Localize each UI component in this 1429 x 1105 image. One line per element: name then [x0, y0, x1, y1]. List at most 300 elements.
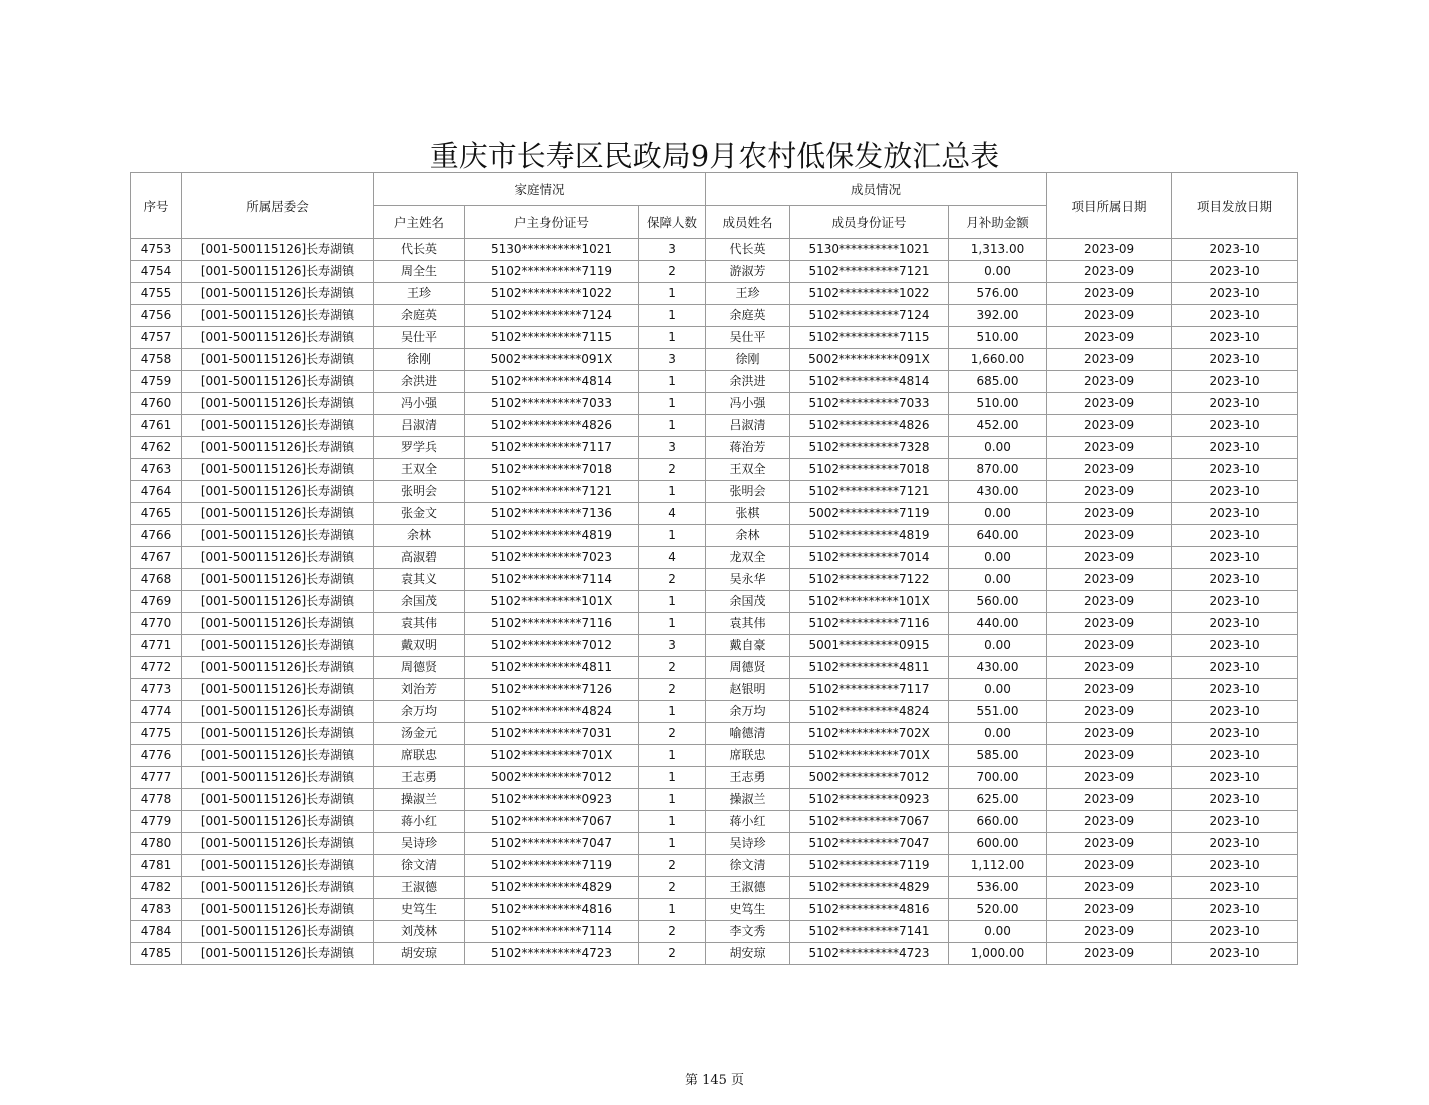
cell-committee: [001-500115126]长寿湖镇 — [182, 437, 374, 459]
cell-issue-date: 2023-10 — [1172, 701, 1298, 723]
cell-amount: 576.00 — [949, 283, 1047, 305]
cell-issue-date: 2023-10 — [1172, 481, 1298, 503]
table-row — [131, 327, 1298, 349]
cell-member-id: 5102**********101X — [790, 591, 949, 613]
cell-committee: [001-500115126]长寿湖镇 — [182, 393, 374, 415]
cell-committee: [001-500115126]长寿湖镇 — [182, 679, 374, 701]
cell-member-name: 冯小强 — [706, 393, 790, 415]
cell-member-id: 5102**********4826 — [790, 415, 949, 437]
cell-head-id: 5102**********7114 — [465, 921, 639, 943]
cell-head-name: 刘茂林 — [374, 921, 465, 943]
table-row — [131, 943, 1298, 965]
cell-issue-date: 2023-10 — [1172, 833, 1298, 855]
cell-committee: [001-500115126]长寿湖镇 — [182, 591, 374, 613]
cell-amount: 520.00 — [949, 899, 1047, 921]
cell-count: 1 — [639, 789, 706, 811]
cell-head-name: 冯小强 — [374, 393, 465, 415]
cell-member-id: 5102**********702X — [790, 723, 949, 745]
cell-issue-date: 2023-10 — [1172, 789, 1298, 811]
cell-seq: 4775 — [131, 723, 182, 745]
cell-issue-date: 2023-10 — [1172, 415, 1298, 437]
cell-count: 2 — [639, 921, 706, 943]
table-row — [131, 415, 1298, 437]
cell-head-id: 5002**********091X — [465, 349, 639, 371]
cell-amount: 1,660.00 — [949, 349, 1047, 371]
cell-head-name: 高淑碧 — [374, 547, 465, 569]
cell-count: 1 — [639, 811, 706, 833]
cell-member-name: 张棋 — [706, 503, 790, 525]
cell-amount: 0.00 — [949, 723, 1047, 745]
table-row — [131, 239, 1298, 261]
cell-head-name: 罗学兵 — [374, 437, 465, 459]
table-row — [131, 635, 1298, 657]
cell-member-id: 5102**********4814 — [790, 371, 949, 393]
cell-head-id: 5102**********7121 — [465, 481, 639, 503]
cell-head-id: 5102**********7018 — [465, 459, 639, 481]
cell-project-date: 2023-09 — [1047, 789, 1172, 811]
cell-seq: 4753 — [131, 239, 182, 261]
cell-issue-date: 2023-10 — [1172, 305, 1298, 327]
header-head-id: 户主身份证号 — [465, 206, 639, 239]
header-issue-date: 项目发放日期 — [1172, 173, 1298, 239]
cell-head-id: 5102**********7012 — [465, 635, 639, 657]
cell-head-name: 刘治芳 — [374, 679, 465, 701]
table-row — [131, 569, 1298, 591]
cell-issue-date: 2023-10 — [1172, 547, 1298, 569]
cell-amount: 1,000.00 — [949, 943, 1047, 965]
cell-seq: 4777 — [131, 767, 182, 789]
cell-issue-date: 2023-10 — [1172, 811, 1298, 833]
table-row — [131, 789, 1298, 811]
cell-seq: 4770 — [131, 613, 182, 635]
cell-count: 2 — [639, 261, 706, 283]
cell-issue-date: 2023-10 — [1172, 635, 1298, 657]
cell-member-name: 吴仕平 — [706, 327, 790, 349]
cell-seq: 4780 — [131, 833, 182, 855]
cell-count: 3 — [639, 239, 706, 261]
cell-head-name: 王珍 — [374, 283, 465, 305]
cell-committee: [001-500115126]长寿湖镇 — [182, 899, 374, 921]
cell-seq: 4755 — [131, 283, 182, 305]
cell-head-id: 5102**********4816 — [465, 899, 639, 921]
cell-amount: 600.00 — [949, 833, 1047, 855]
cell-project-date: 2023-09 — [1047, 591, 1172, 613]
cell-head-id: 5102**********4826 — [465, 415, 639, 437]
cell-member-id: 5130**********1021 — [790, 239, 949, 261]
cell-member-name: 蒋小红 — [706, 811, 790, 833]
cell-project-date: 2023-09 — [1047, 415, 1172, 437]
table-row — [131, 591, 1298, 613]
cell-head-name: 史笃生 — [374, 899, 465, 921]
cell-member-id: 5102**********4824 — [790, 701, 949, 723]
cell-amount: 440.00 — [949, 613, 1047, 635]
cell-issue-date: 2023-10 — [1172, 723, 1298, 745]
cell-head-id: 5102**********7124 — [465, 305, 639, 327]
cell-head-id: 5102**********4814 — [465, 371, 639, 393]
cell-count: 2 — [639, 723, 706, 745]
cell-head-name: 操淑兰 — [374, 789, 465, 811]
table-row — [131, 767, 1298, 789]
cell-committee: [001-500115126]长寿湖镇 — [182, 503, 374, 525]
cell-project-date: 2023-09 — [1047, 327, 1172, 349]
cell-seq: 4761 — [131, 415, 182, 437]
cell-head-id: 5102**********7116 — [465, 613, 639, 635]
table-row — [131, 349, 1298, 371]
cell-committee: [001-500115126]长寿湖镇 — [182, 525, 374, 547]
cell-issue-date: 2023-10 — [1172, 327, 1298, 349]
cell-amount: 430.00 — [949, 481, 1047, 503]
cell-committee: [001-500115126]长寿湖镇 — [182, 349, 374, 371]
cell-amount: 430.00 — [949, 657, 1047, 679]
cell-issue-date: 2023-10 — [1172, 283, 1298, 305]
cell-member-name: 胡安琼 — [706, 943, 790, 965]
cell-project-date: 2023-09 — [1047, 349, 1172, 371]
cell-amount: 0.00 — [949, 635, 1047, 657]
cell-head-name: 王双全 — [374, 459, 465, 481]
cell-count: 3 — [639, 635, 706, 657]
cell-amount: 551.00 — [949, 701, 1047, 723]
cell-seq: 4757 — [131, 327, 182, 349]
header-committee: 所属居委会 — [182, 173, 374, 239]
table-row — [131, 613, 1298, 635]
cell-amount: 0.00 — [949, 261, 1047, 283]
cell-amount: 625.00 — [949, 789, 1047, 811]
cell-head-name: 吴仕平 — [374, 327, 465, 349]
cell-committee: [001-500115126]长寿湖镇 — [182, 745, 374, 767]
cell-head-id: 5102**********7126 — [465, 679, 639, 701]
table-row — [131, 877, 1298, 899]
cell-count: 1 — [639, 613, 706, 635]
cell-committee: [001-500115126]长寿湖镇 — [182, 855, 374, 877]
cell-member-name: 王珍 — [706, 283, 790, 305]
cell-head-name: 吕淑清 — [374, 415, 465, 437]
cell-member-name: 徐文清 — [706, 855, 790, 877]
cell-member-id: 5102**********7121 — [790, 481, 949, 503]
cell-seq: 4763 — [131, 459, 182, 481]
cell-issue-date: 2023-10 — [1172, 437, 1298, 459]
cell-project-date: 2023-09 — [1047, 481, 1172, 503]
cell-head-name: 汤金元 — [374, 723, 465, 745]
cell-committee: [001-500115126]长寿湖镇 — [182, 613, 374, 635]
table-body — [131, 239, 1298, 965]
cell-seq: 4779 — [131, 811, 182, 833]
cell-member-id: 5102**********4816 — [790, 899, 949, 921]
cell-amount: 0.00 — [949, 921, 1047, 943]
cell-count: 2 — [639, 679, 706, 701]
header-family-group: 家庭情况 — [374, 173, 706, 206]
header-amount: 月补助金额 — [949, 206, 1047, 239]
cell-amount: 685.00 — [949, 371, 1047, 393]
cell-head-name: 余国茂 — [374, 591, 465, 613]
cell-seq: 4778 — [131, 789, 182, 811]
cell-head-id: 5102**********4811 — [465, 657, 639, 679]
cell-member-name: 龙双全 — [706, 547, 790, 569]
cell-head-id: 5102**********1022 — [465, 283, 639, 305]
cell-committee: [001-500115126]长寿湖镇 — [182, 701, 374, 723]
cell-issue-date: 2023-10 — [1172, 503, 1298, 525]
cell-member-id: 5102**********1022 — [790, 283, 949, 305]
cell-member-name: 余庭英 — [706, 305, 790, 327]
cell-head-id: 5102**********0923 — [465, 789, 639, 811]
cell-committee: [001-500115126]长寿湖镇 — [182, 261, 374, 283]
cell-member-name: 操淑兰 — [706, 789, 790, 811]
cell-head-id: 5102**********701X — [465, 745, 639, 767]
cell-member-id: 5102**********7033 — [790, 393, 949, 415]
cell-issue-date: 2023-10 — [1172, 613, 1298, 635]
cell-seq: 4772 — [131, 657, 182, 679]
cell-amount: 0.00 — [949, 437, 1047, 459]
cell-project-date: 2023-09 — [1047, 899, 1172, 921]
cell-count: 1 — [639, 415, 706, 437]
cell-committee: [001-500115126]长寿湖镇 — [182, 635, 374, 657]
cell-member-name: 李文秀 — [706, 921, 790, 943]
cell-head-id: 5102**********7047 — [465, 833, 639, 855]
cell-member-name: 王志勇 — [706, 767, 790, 789]
cell-project-date: 2023-09 — [1047, 877, 1172, 899]
cell-amount: 700.00 — [949, 767, 1047, 789]
cell-member-name: 赵银明 — [706, 679, 790, 701]
cell-count: 1 — [639, 525, 706, 547]
cell-issue-date: 2023-10 — [1172, 591, 1298, 613]
cell-amount: 0.00 — [949, 547, 1047, 569]
table-row — [131, 437, 1298, 459]
cell-member-name: 周德贤 — [706, 657, 790, 679]
cell-member-id: 5102**********7116 — [790, 613, 949, 635]
cell-seq: 4765 — [131, 503, 182, 525]
cell-issue-date: 2023-10 — [1172, 877, 1298, 899]
cell-head-id: 5130**********1021 — [465, 239, 639, 261]
cell-amount: 392.00 — [949, 305, 1047, 327]
cell-issue-date: 2023-10 — [1172, 855, 1298, 877]
cell-committee: [001-500115126]长寿湖镇 — [182, 415, 374, 437]
cell-count: 2 — [639, 657, 706, 679]
cell-member-name: 戴自豪 — [706, 635, 790, 657]
cell-head-id: 5102**********7117 — [465, 437, 639, 459]
header-count: 保障人数 — [639, 206, 706, 239]
table-row — [131, 679, 1298, 701]
cell-head-name: 席联忠 — [374, 745, 465, 767]
cell-project-date: 2023-09 — [1047, 547, 1172, 569]
cell-count: 1 — [639, 371, 706, 393]
table-row — [131, 855, 1298, 877]
cell-seq: 4767 — [131, 547, 182, 569]
cell-count: 2 — [639, 943, 706, 965]
cell-count: 1 — [639, 481, 706, 503]
cell-head-id: 5102**********7033 — [465, 393, 639, 415]
cell-committee: [001-500115126]长寿湖镇 — [182, 459, 374, 481]
cell-head-name: 袁其义 — [374, 569, 465, 591]
cell-member-name: 席联忠 — [706, 745, 790, 767]
cell-project-date: 2023-09 — [1047, 393, 1172, 415]
cell-project-date: 2023-09 — [1047, 437, 1172, 459]
cell-member-id: 5102**********7014 — [790, 547, 949, 569]
cell-count: 1 — [639, 745, 706, 767]
cell-amount: 0.00 — [949, 503, 1047, 525]
cell-project-date: 2023-09 — [1047, 459, 1172, 481]
cell-issue-date: 2023-10 — [1172, 371, 1298, 393]
cell-count: 3 — [639, 437, 706, 459]
cell-project-date: 2023-09 — [1047, 305, 1172, 327]
table-row — [131, 657, 1298, 679]
cell-seq: 4784 — [131, 921, 182, 943]
cell-member-id: 5001**********0915 — [790, 635, 949, 657]
cell-head-id: 5102**********4824 — [465, 701, 639, 723]
cell-issue-date: 2023-10 — [1172, 745, 1298, 767]
cell-member-name: 蒋治芳 — [706, 437, 790, 459]
cell-head-name: 袁其伟 — [374, 613, 465, 635]
cell-count: 3 — [639, 349, 706, 371]
cell-head-id: 5102**********7136 — [465, 503, 639, 525]
cell-member-name: 史笃生 — [706, 899, 790, 921]
cell-seq: 4768 — [131, 569, 182, 591]
cell-member-id: 5102**********7121 — [790, 261, 949, 283]
cell-head-name: 张明会 — [374, 481, 465, 503]
cell-project-date: 2023-09 — [1047, 525, 1172, 547]
cell-seq: 4782 — [131, 877, 182, 899]
table-row — [131, 921, 1298, 943]
table-row — [131, 283, 1298, 305]
cell-member-name: 吴诗珍 — [706, 833, 790, 855]
cell-issue-date: 2023-10 — [1172, 459, 1298, 481]
cell-seq: 4776 — [131, 745, 182, 767]
cell-member-id: 5102**********7117 — [790, 679, 949, 701]
cell-member-id: 5002**********7119 — [790, 503, 949, 525]
cell-issue-date: 2023-10 — [1172, 943, 1298, 965]
table-header — [131, 173, 1298, 239]
cell-head-id: 5102**********7119 — [465, 855, 639, 877]
cell-issue-date: 2023-10 — [1172, 393, 1298, 415]
cell-count: 1 — [639, 701, 706, 723]
cell-count: 1 — [639, 899, 706, 921]
table-row — [131, 481, 1298, 503]
cell-project-date: 2023-09 — [1047, 679, 1172, 701]
cell-count: 1 — [639, 767, 706, 789]
cell-member-id: 5002**********7012 — [790, 767, 949, 789]
cell-committee: [001-500115126]长寿湖镇 — [182, 811, 374, 833]
cell-issue-date: 2023-10 — [1172, 767, 1298, 789]
cell-project-date: 2023-09 — [1047, 921, 1172, 943]
page-number: 第 145 页 — [684, 1073, 745, 1088]
cell-amount: 660.00 — [949, 811, 1047, 833]
cell-seq: 4771 — [131, 635, 182, 657]
cell-committee: [001-500115126]长寿湖镇 — [182, 657, 374, 679]
cell-project-date: 2023-09 — [1047, 701, 1172, 723]
cell-member-id: 5102**********4811 — [790, 657, 949, 679]
table-row — [131, 525, 1298, 547]
page-title: 重庆市长寿区民政局9月农村低保发放汇总表 — [429, 139, 1000, 173]
cell-member-name: 游淑芳 — [706, 261, 790, 283]
table-row — [131, 547, 1298, 569]
cell-committee: [001-500115126]长寿湖镇 — [182, 943, 374, 965]
cell-issue-date: 2023-10 — [1172, 921, 1298, 943]
cell-seq: 4769 — [131, 591, 182, 613]
cell-member-id: 5102**********7328 — [790, 437, 949, 459]
table-row — [131, 503, 1298, 525]
cell-head-id: 5102**********7067 — [465, 811, 639, 833]
cell-member-name: 余林 — [706, 525, 790, 547]
cell-member-name: 余国茂 — [706, 591, 790, 613]
cell-member-name: 代长英 — [706, 239, 790, 261]
cell-head-name: 王志勇 — [374, 767, 465, 789]
cell-committee: [001-500115126]长寿湖镇 — [182, 327, 374, 349]
table-row — [131, 833, 1298, 855]
cell-member-id: 5102**********0923 — [790, 789, 949, 811]
cell-count: 1 — [639, 327, 706, 349]
cell-head-id: 5102**********4723 — [465, 943, 639, 965]
cell-committee: [001-500115126]长寿湖镇 — [182, 305, 374, 327]
cell-member-id: 5102**********7047 — [790, 833, 949, 855]
cell-seq: 4764 — [131, 481, 182, 503]
cell-seq: 4756 — [131, 305, 182, 327]
cell-project-date: 2023-09 — [1047, 723, 1172, 745]
table-row — [131, 701, 1298, 723]
cell-project-date: 2023-09 — [1047, 283, 1172, 305]
header-member-id: 成员身份证号 — [790, 206, 949, 239]
cell-head-name: 周全生 — [374, 261, 465, 283]
cell-committee: [001-500115126]长寿湖镇 — [182, 371, 374, 393]
cell-seq: 4773 — [131, 679, 182, 701]
cell-seq: 4774 — [131, 701, 182, 723]
cell-head-name: 周德贤 — [374, 657, 465, 679]
cell-committee: [001-500115126]长寿湖镇 — [182, 547, 374, 569]
header-head-name: 户主姓名 — [374, 206, 465, 239]
table-row — [131, 745, 1298, 767]
cell-member-id: 5102**********7124 — [790, 305, 949, 327]
cell-amount: 870.00 — [949, 459, 1047, 481]
table-row — [131, 393, 1298, 415]
cell-committee: [001-500115126]长寿湖镇 — [182, 239, 374, 261]
cell-count: 1 — [639, 591, 706, 613]
cell-count: 4 — [639, 547, 706, 569]
cell-amount: 0.00 — [949, 569, 1047, 591]
cell-head-name: 徐刚 — [374, 349, 465, 371]
cell-head-id: 5102**********4829 — [465, 877, 639, 899]
cell-issue-date: 2023-10 — [1172, 657, 1298, 679]
cell-head-id: 5102**********7031 — [465, 723, 639, 745]
cell-project-date: 2023-09 — [1047, 811, 1172, 833]
cell-head-name: 王淑德 — [374, 877, 465, 899]
cell-issue-date: 2023-10 — [1172, 239, 1298, 261]
cell-head-name: 徐文清 — [374, 855, 465, 877]
cell-committee: [001-500115126]长寿湖镇 — [182, 877, 374, 899]
header-member-group: 成员情况 — [706, 173, 1047, 206]
cell-member-id: 5102**********7115 — [790, 327, 949, 349]
cell-count: 1 — [639, 305, 706, 327]
cell-amount: 585.00 — [949, 745, 1047, 767]
cell-head-name: 蒋小红 — [374, 811, 465, 833]
cell-member-id: 5102**********7018 — [790, 459, 949, 481]
cell-project-date: 2023-09 — [1047, 613, 1172, 635]
cell-project-date: 2023-09 — [1047, 745, 1172, 767]
cell-member-id: 5102**********7067 — [790, 811, 949, 833]
cell-project-date: 2023-09 — [1047, 635, 1172, 657]
cell-committee: [001-500115126]长寿湖镇 — [182, 569, 374, 591]
cell-project-date: 2023-09 — [1047, 371, 1172, 393]
cell-head-name: 余万均 — [374, 701, 465, 723]
cell-project-date: 2023-09 — [1047, 657, 1172, 679]
cell-seq: 4759 — [131, 371, 182, 393]
cell-head-id: 5102**********4819 — [465, 525, 639, 547]
cell-head-id: 5102**********7023 — [465, 547, 639, 569]
cell-head-id: 5102**********7115 — [465, 327, 639, 349]
cell-member-name: 余洪进 — [706, 371, 790, 393]
cell-head-name: 张金文 — [374, 503, 465, 525]
cell-amount: 1,112.00 — [949, 855, 1047, 877]
cell-member-name: 王淑德 — [706, 877, 790, 899]
cell-member-id: 5102**********4829 — [790, 877, 949, 899]
cell-project-date: 2023-09 — [1047, 767, 1172, 789]
cell-amount: 510.00 — [949, 327, 1047, 349]
